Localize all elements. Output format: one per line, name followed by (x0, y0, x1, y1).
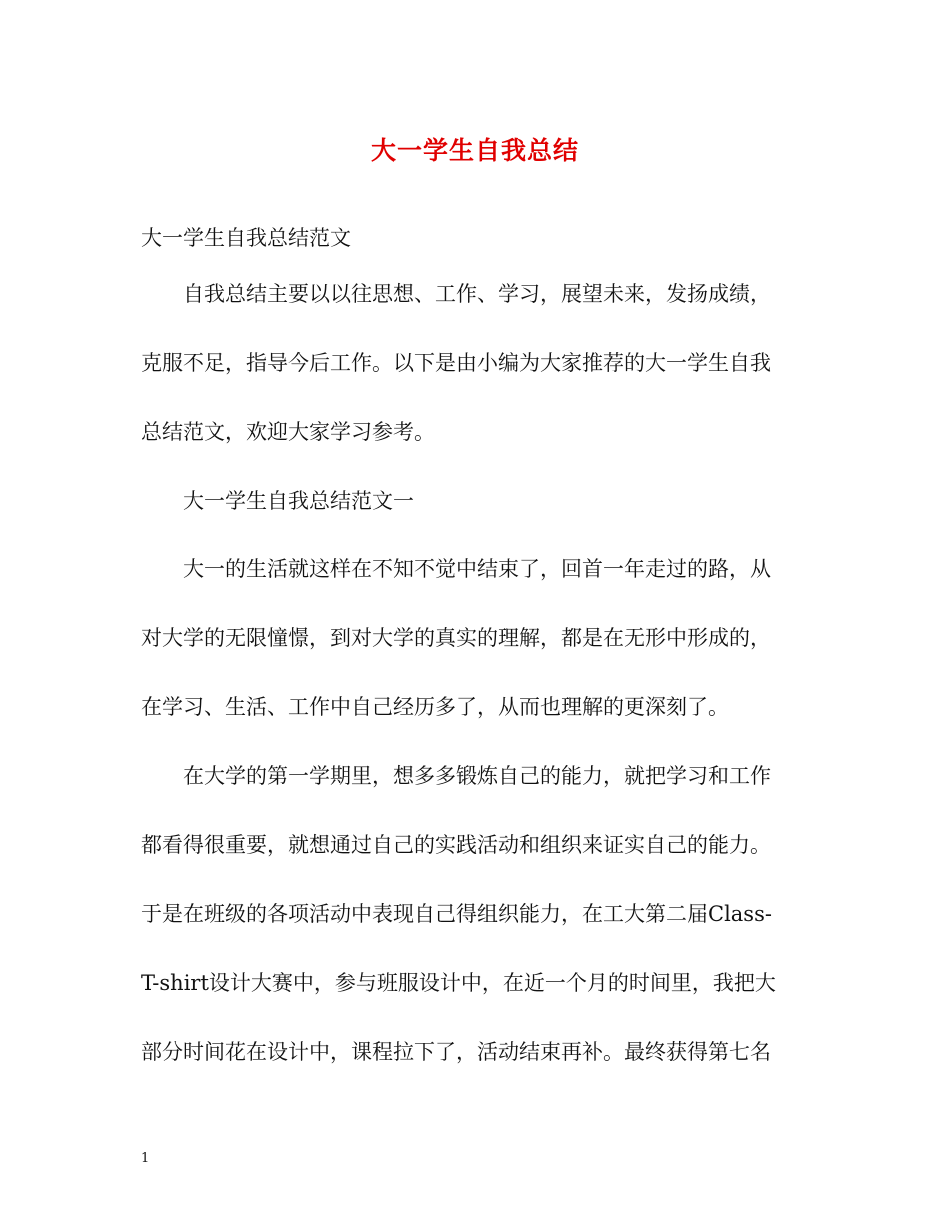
document-subtitle: 大一学生自我总结范文 (141, 226, 351, 250)
paragraph-line: 在大学的第一学期里，想多多锻炼自己的能力，就把学习和工作 (183, 764, 771, 788)
paragraph-line: T-shirt设计大赛中，参与班服设计中，在近一个月的时间里，我把大 (141, 971, 776, 995)
paragraph-line: 自我总结主要以以往思想、工作、学习，展望未来，发扬成绩， (183, 282, 771, 306)
paragraph-line: 都看得很重要，就想通过自己的实践活动和组织来证实自己的能力。 (141, 833, 771, 857)
paragraph-line: 于是在班级的各项活动中表现自己得组织能力，在工大第二届Class- (141, 902, 772, 926)
paragraph-line: 在学习、生活、工作中自己经历多了，从而也理解的更深刻了。 (141, 695, 729, 719)
document-body (141, 279, 821, 1106)
paragraph-line: 对大学的无限憧憬，到对大学的真实的理解，都是在无形中形成的， (141, 626, 771, 650)
page-number: 1 (141, 1151, 150, 1166)
paragraph-line: 部分时间花在设计中，课程拉下了，活动结束再补。最终获得第七名 (141, 1040, 771, 1064)
document-title: 大一学生自我总结 (370, 136, 579, 165)
section-heading: 大一学生自我总结范文一 (183, 489, 414, 513)
paragraph-line: 克服不足，指导今后工作。以下是由小编为大家推荐的大一学生自我 (141, 351, 771, 375)
paragraph-line: 大一的生活就这样在不知不觉中结束了，回首一年走过的路，从 (183, 557, 771, 581)
paragraph-line: 总结范文，欢迎大家学习参考。 (141, 420, 435, 444)
